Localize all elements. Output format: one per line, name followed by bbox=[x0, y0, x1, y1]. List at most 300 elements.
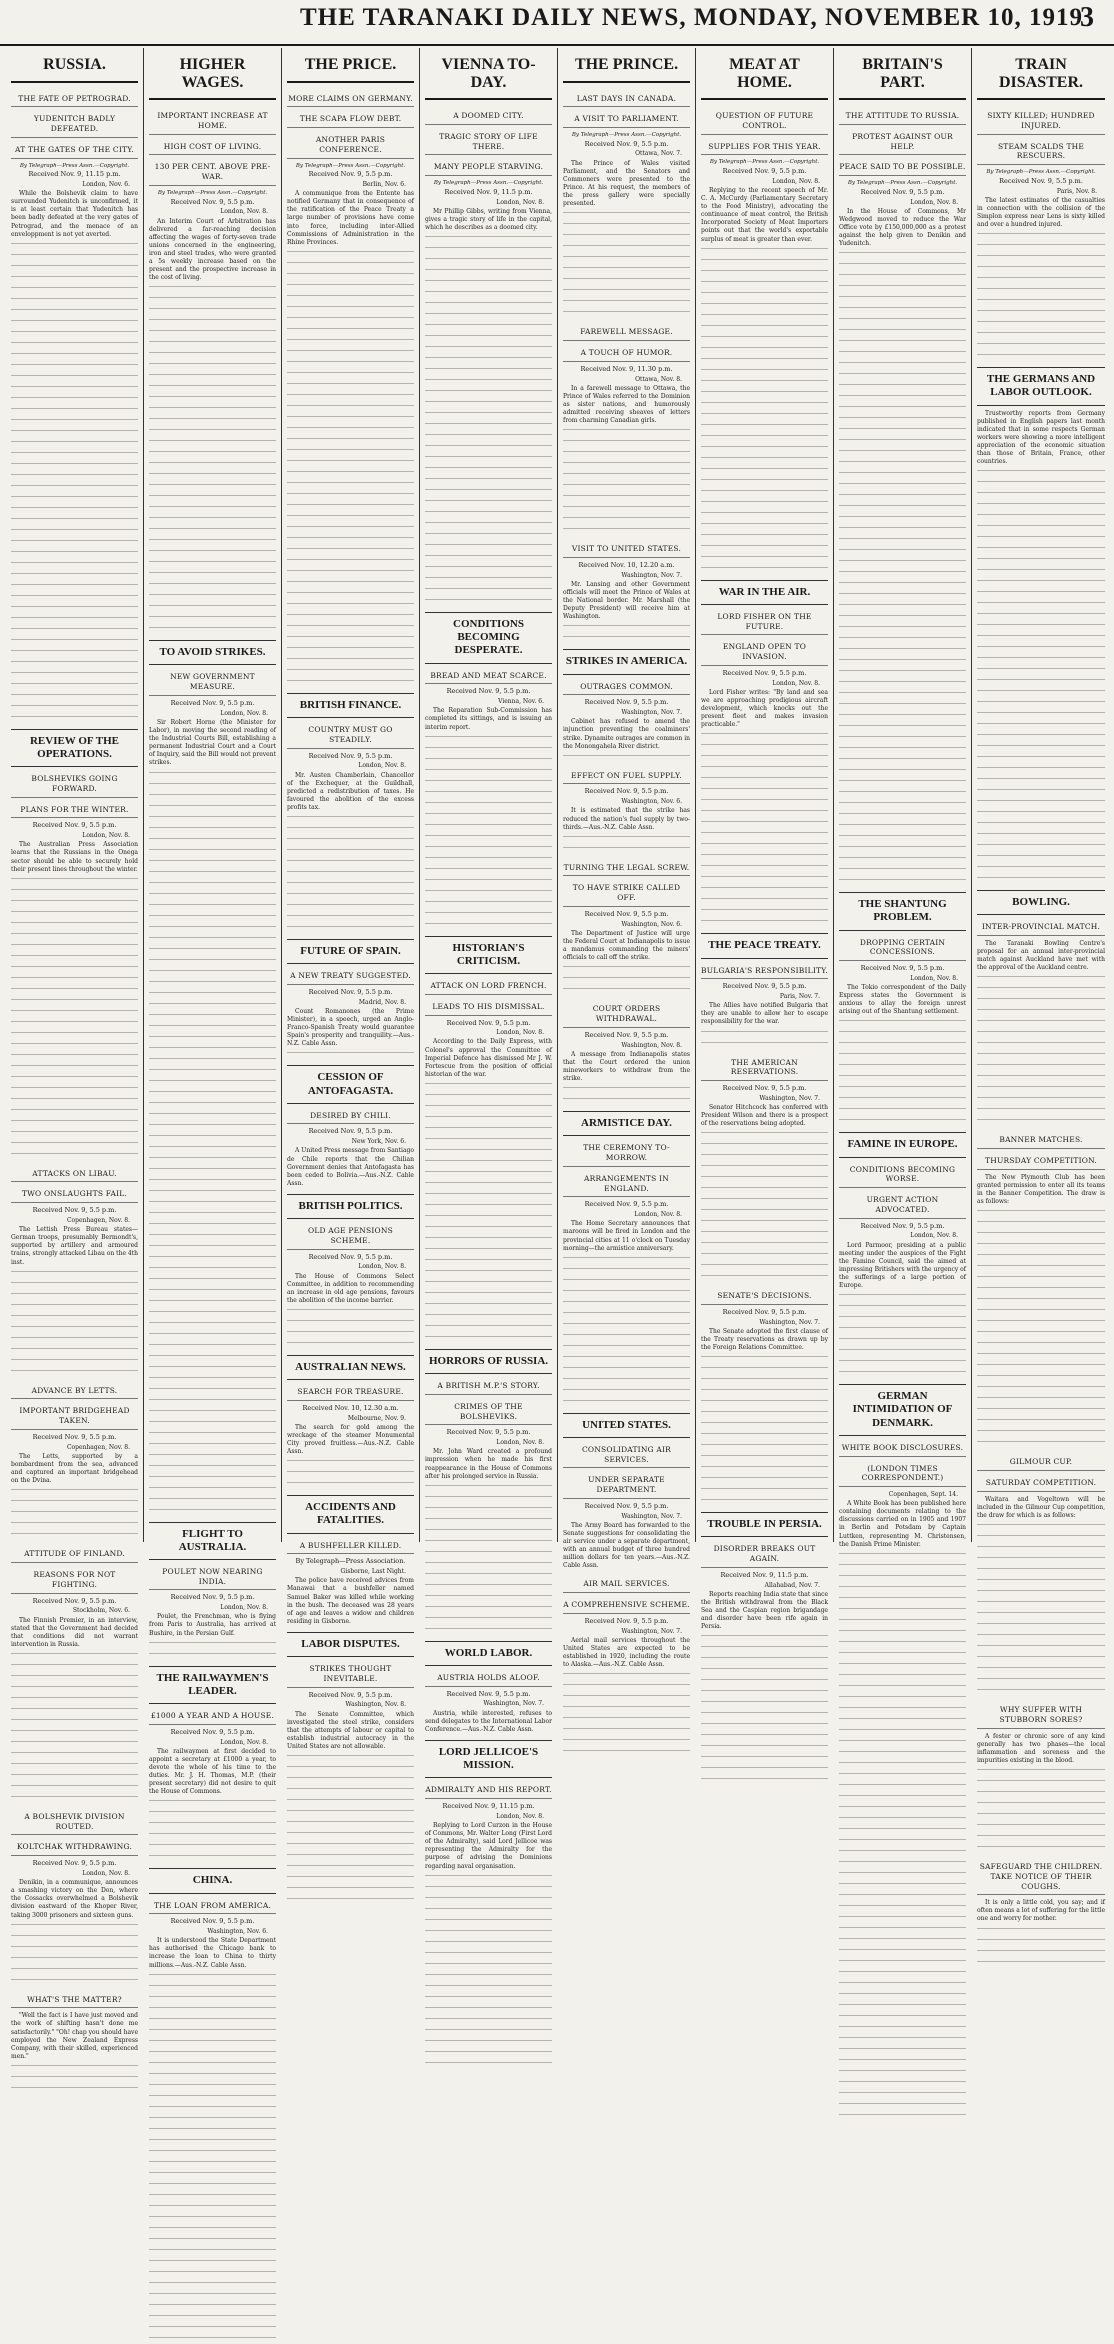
received-line: Received Nov. 9, 5.5 p.m. bbox=[308, 1252, 393, 1261]
text-line-placeholder bbox=[701, 1187, 828, 1194]
text-line-placeholder bbox=[701, 1042, 828, 1049]
text-line-placeholder bbox=[149, 1300, 276, 1307]
text-line-placeholder bbox=[425, 1303, 552, 1310]
text-line-placeholder bbox=[563, 1728, 690, 1735]
text-line-placeholder bbox=[287, 1799, 414, 1806]
text-line-placeholder bbox=[149, 2205, 276, 2212]
text-line-placeholder bbox=[977, 1769, 1105, 1776]
article bbox=[701, 1512, 828, 1785]
text-line-placeholder bbox=[701, 1132, 828, 1139]
received-line: Received Nov. 9, 5.5 p.m. bbox=[584, 909, 669, 918]
article-body: Mr. Lansing and other Government officials will meet the Prince of Wales at the National border. Mr. Marshall (the Deputy President) will receive him at Washington. bbox=[563, 580, 690, 621]
text-line-placeholder bbox=[977, 998, 1105, 1005]
text-line-placeholder bbox=[287, 1460, 414, 1467]
text-line-placeholder bbox=[839, 1641, 966, 1648]
text-line-placeholder bbox=[839, 1872, 966, 1879]
article-subhead: IMPORTANT INCREASE AT HOME. bbox=[149, 108, 276, 135]
text-line-placeholder bbox=[425, 489, 552, 496]
text-line-placeholder bbox=[149, 948, 276, 955]
text-line-placeholder bbox=[287, 493, 414, 500]
text-line-placeholder bbox=[425, 923, 552, 930]
text-line-placeholder bbox=[149, 1091, 276, 1098]
text-line-placeholder bbox=[287, 816, 414, 823]
text-line-placeholder bbox=[287, 1810, 414, 1817]
text-line-placeholder bbox=[149, 772, 276, 779]
text-line-placeholder bbox=[977, 1408, 1105, 1415]
text-line-placeholder bbox=[977, 1276, 1105, 1283]
article-body: The Home Secretary announces that maroons will be fired in London and the provincial cities at 11 o'clock on Tuesday morning—the armistice anniversary. bbox=[563, 1220, 690, 1252]
text-line-placeholder bbox=[839, 560, 966, 567]
received-line: Received Nov. 9, 5.5 p.m. bbox=[170, 698, 255, 707]
text-line-placeholder bbox=[149, 1256, 276, 1263]
text-line-placeholder bbox=[425, 346, 552, 353]
text-line-placeholder bbox=[287, 926, 414, 933]
received-line: By Telegraph—Press Association. bbox=[295, 1557, 406, 1566]
text-line-placeholder bbox=[149, 1058, 276, 1065]
text-line-placeholder bbox=[839, 758, 966, 765]
text-line-placeholder bbox=[977, 1802, 1105, 1809]
article-subhead: LAST DAYS IN CANADA. bbox=[563, 91, 690, 108]
article-subhead: COUNTRY MUST GO STEADILY. bbox=[287, 722, 414, 749]
dateline: London, Nov. 8. bbox=[910, 974, 958, 982]
text-line-placeholder bbox=[149, 396, 276, 403]
text-line-placeholder bbox=[563, 847, 690, 854]
text-line-placeholder bbox=[563, 1367, 690, 1374]
text-line-placeholder bbox=[287, 504, 414, 511]
received-line: Received Nov. 9, 11.5 p.m. bbox=[720, 1570, 809, 1579]
article bbox=[425, 48, 552, 606]
article-headline: THE PRICE. bbox=[287, 48, 414, 83]
text-line-placeholder bbox=[11, 933, 138, 940]
text-line-placeholder bbox=[977, 503, 1105, 510]
text-line-placeholder bbox=[839, 450, 966, 457]
text-line-placeholder bbox=[425, 1215, 552, 1222]
section-subheadline: UNITED STATES. bbox=[563, 1413, 690, 1438]
text-line-placeholder bbox=[425, 901, 552, 908]
received-line: Received Nov. 9, 5.5 p.m. bbox=[722, 167, 807, 176]
article bbox=[977, 1859, 1105, 1968]
text-line-placeholder bbox=[287, 262, 414, 269]
text-line-placeholder bbox=[425, 846, 552, 853]
text-line-placeholder bbox=[977, 1386, 1105, 1393]
section-subheadline: HISTORIAN'S CRITICISM. bbox=[425, 936, 552, 974]
text-line-placeholder bbox=[701, 1176, 828, 1183]
article-subhead: OLD AGE PENSIONS SCHEME. bbox=[287, 1223, 414, 1250]
text-line-placeholder bbox=[149, 2282, 276, 2289]
text-line-placeholder bbox=[425, 2040, 552, 2047]
text-line-placeholder bbox=[425, 1584, 552, 1591]
text-line-placeholder bbox=[149, 959, 276, 966]
article-subhead: QUESTION OF FUTURE CONTROL. bbox=[701, 108, 828, 135]
text-line-placeholder bbox=[149, 1344, 276, 1351]
dateline: London, Nov. 8. bbox=[634, 1211, 682, 1219]
text-line-placeholder bbox=[149, 816, 276, 823]
text-line-placeholder bbox=[287, 860, 414, 867]
section-subheadline: WORLD LABOR. bbox=[425, 1641, 552, 1666]
text-line-placeholder bbox=[701, 1745, 828, 1752]
article bbox=[563, 1413, 690, 1571]
article-body: A United Press message from Santiago de Chile reports that the Chilian Government denies that Antofagasta has been ceded to Bolivia.—Aus.-N.Z. Cable Assn. bbox=[287, 1147, 414, 1187]
text-line-placeholder bbox=[11, 1511, 138, 1518]
text-line-placeholder bbox=[149, 2238, 276, 2245]
text-line-placeholder bbox=[11, 276, 138, 283]
text-line-placeholder bbox=[149, 627, 276, 634]
text-line-placeholder bbox=[11, 1664, 138, 1671]
article bbox=[839, 1132, 966, 1378]
text-line-placeholder bbox=[149, 385, 276, 392]
text-line-placeholder bbox=[701, 1378, 828, 1385]
article bbox=[149, 1868, 276, 2343]
text-line-placeholder bbox=[11, 639, 138, 646]
article bbox=[563, 768, 690, 854]
text-line-placeholder bbox=[839, 1894, 966, 1901]
text-line-placeholder bbox=[839, 604, 966, 611]
dateline: Washington, Nov. 7. bbox=[759, 1094, 820, 1102]
received-line: Received Nov. 9, 5.5 p.m. bbox=[170, 1917, 255, 1926]
text-line-placeholder bbox=[149, 1311, 276, 1318]
text-line-placeholder bbox=[839, 1597, 966, 1604]
text-line-placeholder bbox=[425, 1485, 552, 1492]
text-line-placeholder bbox=[11, 1968, 138, 1975]
text-line-placeholder bbox=[425, 1325, 552, 1332]
text-line-placeholder bbox=[977, 266, 1105, 273]
article-subhead: BANNER MATCHES. bbox=[977, 1132, 1105, 1149]
article bbox=[287, 48, 414, 687]
text-line-placeholder bbox=[701, 1444, 828, 1451]
text-line-placeholder bbox=[701, 1411, 828, 1418]
text-line-placeholder bbox=[149, 1212, 276, 1219]
text-line-placeholder bbox=[701, 1367, 828, 1374]
text-line-placeholder bbox=[977, 745, 1105, 752]
received-line: Received Nov. 9, 5.5 p.m. bbox=[32, 1206, 117, 1215]
text-line-placeholder bbox=[287, 1320, 414, 1327]
text-line-placeholder bbox=[701, 468, 828, 475]
text-line-placeholder bbox=[149, 2128, 276, 2135]
text-line-placeholder bbox=[11, 889, 138, 896]
text-line-placeholder bbox=[839, 802, 966, 809]
text-line-placeholder bbox=[11, 1271, 138, 1278]
text-line-placeholder bbox=[149, 2326, 276, 2333]
article-body: A fester or chronic sore of any kind generally has two phases—the local inflammation and soreness and the impurities existing in the blood. bbox=[977, 1732, 1105, 1764]
text-line-placeholder bbox=[11, 441, 138, 448]
text-line-placeholder bbox=[425, 434, 552, 441]
text-line-placeholder bbox=[149, 970, 276, 977]
text-line-placeholder bbox=[701, 1657, 828, 1664]
text-line-placeholder bbox=[701, 347, 828, 354]
text-line-placeholder bbox=[977, 1009, 1105, 1016]
text-line-placeholder bbox=[701, 1422, 828, 1429]
article-body: The Department of Justice will urge the Federal Court at Indianapolis to issue a mandamus commanding the miners' officials to call off the strike. bbox=[563, 929, 690, 962]
article bbox=[425, 1349, 552, 1635]
dateline: Washington, Nov. 7. bbox=[483, 1700, 544, 1708]
text-line-placeholder bbox=[977, 1430, 1105, 1437]
article-body: Trustworthy reports from Germany published in English papers last month indicated that in some respects German workers were showing a more intelligent appreciation of the economic situation than those of Britain, France, other countries. bbox=[977, 409, 1105, 466]
article-subhead: A BOLSHEVIK DIVISION ROUTED. bbox=[11, 1809, 138, 1836]
text-line-placeholder bbox=[149, 594, 276, 601]
news-column-4 bbox=[420, 48, 558, 1870]
article bbox=[563, 1001, 690, 1105]
received-line: Received Nov. 9, 5.5 p.m. bbox=[722, 1308, 807, 1317]
text-line-placeholder bbox=[701, 358, 828, 365]
text-line-placeholder bbox=[701, 303, 828, 310]
text-line-placeholder bbox=[839, 549, 966, 556]
text-line-placeholder bbox=[839, 824, 966, 831]
text-line-placeholder bbox=[11, 1489, 138, 1496]
text-line-placeholder bbox=[425, 1094, 552, 1101]
dateline: London, Nov. 8. bbox=[220, 1738, 268, 1746]
article bbox=[149, 48, 276, 634]
text-line-placeholder bbox=[977, 1546, 1105, 1553]
text-line-placeholder bbox=[149, 1113, 276, 1120]
text-line-placeholder bbox=[11, 911, 138, 918]
text-line-placeholder bbox=[977, 470, 1105, 477]
text-line-placeholder bbox=[839, 692, 966, 699]
text-line-placeholder bbox=[11, 287, 138, 294]
dateline: Madrid, Nov. 8. bbox=[358, 998, 406, 1006]
text-line-placeholder bbox=[11, 1730, 138, 1737]
text-line-placeholder bbox=[425, 1952, 552, 1959]
text-line-placeholder bbox=[839, 384, 966, 391]
text-line-placeholder bbox=[701, 1488, 828, 1495]
section-subheadline: LABOR DISPUTES. bbox=[287, 1632, 414, 1657]
text-line-placeholder bbox=[701, 325, 828, 332]
text-line-placeholder bbox=[839, 439, 966, 446]
text-line-placeholder bbox=[839, 1993, 966, 2000]
article-body: The Taranaki Bowling Centre's proposal for an annual inter-provincial match against Auckland have met with the approval of the Auckland centre. bbox=[977, 940, 1105, 972]
text-line-placeholder bbox=[149, 1388, 276, 1395]
text-line-placeholder bbox=[839, 2015, 966, 2022]
received-line: Received Nov. 9, 5.5 p.m. bbox=[308, 1127, 393, 1136]
text-line-placeholder bbox=[977, 1557, 1105, 1564]
dateline: Washington, Nov. 6. bbox=[207, 1928, 268, 1936]
text-line-placeholder bbox=[977, 536, 1105, 543]
article-body: A communique from the Entente has notified Germany that in consequence of the ratification of the Peace Treaty a large number of provisions have come into force, including inter-Allied Commissions of Administration in the Rhine Provinces. bbox=[287, 190, 414, 246]
text-line-placeholder bbox=[287, 827, 414, 834]
page-number: 3 bbox=[1080, 2, 1094, 33]
press-credit: By Telegraph—Press Assn.—Copyright. bbox=[986, 169, 1096, 176]
text-line-placeholder bbox=[701, 865, 828, 872]
press-credit: By Telegraph—Press Assn.—Copyright. bbox=[847, 180, 958, 187]
dateline: Stockholm, Nov. 6. bbox=[72, 1607, 130, 1615]
text-line-placeholder bbox=[425, 236, 552, 243]
article-subhead: INTER-PROVINCIAL MATCH. bbox=[977, 919, 1105, 936]
text-line-placeholder bbox=[839, 505, 966, 512]
text-line-placeholder bbox=[425, 824, 552, 831]
text-line-placeholder bbox=[425, 1204, 552, 1211]
text-line-placeholder bbox=[563, 278, 690, 285]
text-line-placeholder bbox=[11, 474, 138, 481]
text-line-placeholder bbox=[149, 1025, 276, 1032]
text-line-placeholder bbox=[701, 534, 828, 541]
text-line-placeholder bbox=[839, 274, 966, 281]
text-line-placeholder bbox=[425, 1149, 552, 1156]
article bbox=[977, 48, 1105, 361]
text-line-placeholder bbox=[149, 1454, 276, 1461]
text-line-placeholder bbox=[425, 1193, 552, 1200]
text-line-placeholder bbox=[563, 289, 690, 296]
text-line-placeholder bbox=[425, 1259, 552, 1266]
text-line-placeholder bbox=[149, 605, 276, 612]
text-line-placeholder bbox=[563, 311, 690, 318]
article bbox=[11, 1809, 138, 1986]
news-column-6 bbox=[696, 48, 834, 1631]
section-subheadline: ACCIDENTS AND FATALITIES. bbox=[287, 1495, 414, 1533]
text-line-placeholder bbox=[839, 1784, 966, 1791]
article bbox=[563, 1111, 690, 1407]
text-line-placeholder bbox=[149, 363, 276, 370]
text-line-placeholder bbox=[11, 705, 138, 712]
text-line-placeholder bbox=[563, 1673, 690, 1680]
text-line-placeholder bbox=[287, 1482, 414, 1489]
text-line-placeholder bbox=[563, 755, 690, 762]
text-line-placeholder bbox=[149, 1069, 276, 1076]
text-line-placeholder bbox=[977, 690, 1105, 697]
text-line-placeholder bbox=[149, 2117, 276, 2124]
text-line-placeholder bbox=[425, 2018, 552, 2025]
article bbox=[563, 324, 690, 535]
text-line-placeholder bbox=[425, 1237, 552, 1244]
text-line-placeholder bbox=[425, 1083, 552, 1090]
text-line-placeholder bbox=[287, 1876, 414, 1883]
text-line-placeholder bbox=[839, 1075, 966, 1082]
received-line: Received Nov. 9, 5.5 p.m. bbox=[584, 1030, 669, 1039]
section-subheadline: TO AVOID STRIKES. bbox=[149, 640, 276, 665]
text-line-placeholder bbox=[149, 2293, 276, 2300]
text-line-placeholder bbox=[839, 1053, 966, 1060]
news-column-2 bbox=[144, 48, 282, 1969]
text-line-placeholder bbox=[977, 1053, 1105, 1060]
text-line-placeholder bbox=[425, 599, 552, 606]
text-line-placeholder bbox=[425, 566, 552, 573]
text-line-placeholder bbox=[11, 1348, 138, 1355]
text-line-placeholder bbox=[701, 1690, 828, 1697]
text-line-placeholder bbox=[425, 544, 552, 551]
text-line-placeholder bbox=[425, 291, 552, 298]
dateline: Melbourne, Nov. 9. bbox=[347, 1414, 406, 1422]
text-line-placeholder bbox=[701, 314, 828, 321]
text-line-placeholder bbox=[425, 522, 552, 529]
text-line-placeholder bbox=[287, 1052, 414, 1059]
text-line-placeholder bbox=[149, 330, 276, 337]
section-subheadline: BRITISH FINANCE. bbox=[287, 693, 414, 718]
text-line-placeholder bbox=[287, 460, 414, 467]
article-subhead: THURSDAY COMPETITION. bbox=[977, 1153, 1105, 1170]
text-line-placeholder bbox=[425, 1292, 552, 1299]
text-line-placeholder bbox=[977, 1042, 1105, 1049]
text-line-placeholder bbox=[977, 1846, 1105, 1853]
article bbox=[839, 48, 966, 886]
text-line-placeholder bbox=[701, 1143, 828, 1150]
text-line-placeholder bbox=[425, 478, 552, 485]
article-body: Poulet, the Frenchman, who is flying from Paris to Australia, has arrived at Bushire, in the Persian Gulf. bbox=[149, 1613, 276, 1637]
text-line-placeholder bbox=[425, 736, 552, 743]
article bbox=[839, 1384, 966, 2121]
press-credit: By Telegraph—Press Assn.—Copyright. bbox=[157, 189, 268, 196]
article-subhead: ATTITUDE OF FINLAND. bbox=[11, 1546, 138, 1563]
text-line-placeholder bbox=[977, 1210, 1105, 1217]
text-line-placeholder bbox=[425, 1182, 552, 1189]
article-subhead: ARRANGEMENTS IN ENGLAND. bbox=[563, 1171, 690, 1198]
dateline: Washington, Nov. 7. bbox=[621, 571, 682, 579]
text-line-placeholder bbox=[149, 462, 276, 469]
text-line-placeholder bbox=[839, 1360, 966, 1367]
article-subhead: TURNING THE LEGAL SCREW. bbox=[563, 860, 690, 877]
text-line-placeholder bbox=[149, 2095, 276, 2102]
received-line: Received Nov. 9, 5.5 p.m. bbox=[860, 964, 945, 973]
text-line-placeholder bbox=[701, 1220, 828, 1227]
article-subhead: SIXTY KILLED; HUNDRED INJURED. bbox=[977, 108, 1105, 135]
section-subheadline: HORRORS OF RUSSIA. bbox=[425, 1349, 552, 1374]
text-line-placeholder bbox=[287, 647, 414, 654]
text-line-placeholder bbox=[701, 435, 828, 442]
text-line-placeholder bbox=[977, 833, 1105, 840]
text-line-placeholder bbox=[425, 390, 552, 397]
text-line-placeholder bbox=[977, 310, 1105, 317]
text-line-placeholder bbox=[839, 1817, 966, 1824]
article bbox=[977, 1132, 1105, 1448]
text-line-placeholder bbox=[563, 1257, 690, 1264]
article bbox=[563, 541, 690, 643]
text-line-placeholder bbox=[563, 625, 690, 632]
text-line-placeholder bbox=[977, 1064, 1105, 1071]
text-line-placeholder bbox=[563, 1717, 690, 1724]
text-line-placeholder bbox=[839, 593, 966, 600]
article bbox=[563, 649, 690, 761]
article-body: Aerial mail services throughout the United States are expected to be established in 1920, including the route to Alaska.—Aus.-N.Z. Cable Assn. bbox=[563, 1636, 690, 1669]
text-line-placeholder bbox=[149, 981, 276, 988]
news-column-7 bbox=[834, 48, 972, 1548]
text-line-placeholder bbox=[839, 1294, 966, 1301]
text-line-placeholder bbox=[287, 1821, 414, 1828]
article-body: A White Book has been published here containing documents relating to the discussions carried on in 1905 and 1907 in Berlin and Potsdam by Captain Luttken, representing M. Christensen, the Danish Prime Minister. bbox=[839, 1500, 966, 1548]
text-line-placeholder bbox=[563, 440, 690, 447]
text-line-placeholder bbox=[11, 1054, 138, 1061]
text-line-placeholder bbox=[287, 251, 414, 258]
text-line-placeholder bbox=[563, 1087, 690, 1094]
article-body: Reports reaching India state that since the British withdrawal from the Black Sea and the Caspian region brigandage and disorder have been rife again in Persia. bbox=[701, 1590, 828, 1631]
received-line: Received Nov. 9, 5.5 p.m. bbox=[860, 187, 945, 196]
text-line-placeholder bbox=[425, 1974, 552, 1981]
text-line-placeholder bbox=[11, 606, 138, 613]
text-line-placeholder bbox=[977, 734, 1105, 741]
text-line-placeholder bbox=[149, 2084, 276, 2091]
text-line-placeholder bbox=[11, 900, 138, 907]
text-line-placeholder bbox=[425, 780, 552, 787]
text-line-placeholder bbox=[287, 350, 414, 357]
article-body: Mr. John Ward created a profound impression when he made his first reappearance in the House of Commons after his prolonged service in Russia. bbox=[425, 1448, 552, 1480]
article-body: Senator Hitchcock has conferred with President Wilson and there is a prospect of the reservations being adopted. bbox=[701, 1104, 828, 1128]
text-line-placeholder bbox=[977, 492, 1105, 499]
text-line-placeholder bbox=[977, 1524, 1105, 1531]
text-line-placeholder bbox=[425, 1314, 552, 1321]
text-line-placeholder bbox=[149, 583, 276, 590]
text-line-placeholder bbox=[977, 580, 1105, 587]
text-line-placeholder bbox=[425, 313, 552, 320]
text-line-placeholder bbox=[839, 406, 966, 413]
text-line-placeholder bbox=[425, 1551, 552, 1558]
text-line-placeholder bbox=[425, 500, 552, 507]
article-subhead: PEACE SAID TO BE POSSIBLE. bbox=[839, 159, 966, 176]
text-line-placeholder bbox=[11, 2087, 138, 2094]
text-line-placeholder bbox=[287, 904, 414, 911]
text-line-placeholder bbox=[701, 380, 828, 387]
text-line-placeholder bbox=[287, 372, 414, 379]
dateline: New York, Nov. 6. bbox=[351, 1138, 406, 1146]
received-line: Received Nov. 9, 5.5 p.m. bbox=[584, 698, 669, 707]
received-line: Received Nov. 9, 5.5 p.m. bbox=[308, 987, 393, 996]
text-line-placeholder bbox=[701, 810, 828, 817]
text-line-placeholder bbox=[701, 1264, 828, 1271]
